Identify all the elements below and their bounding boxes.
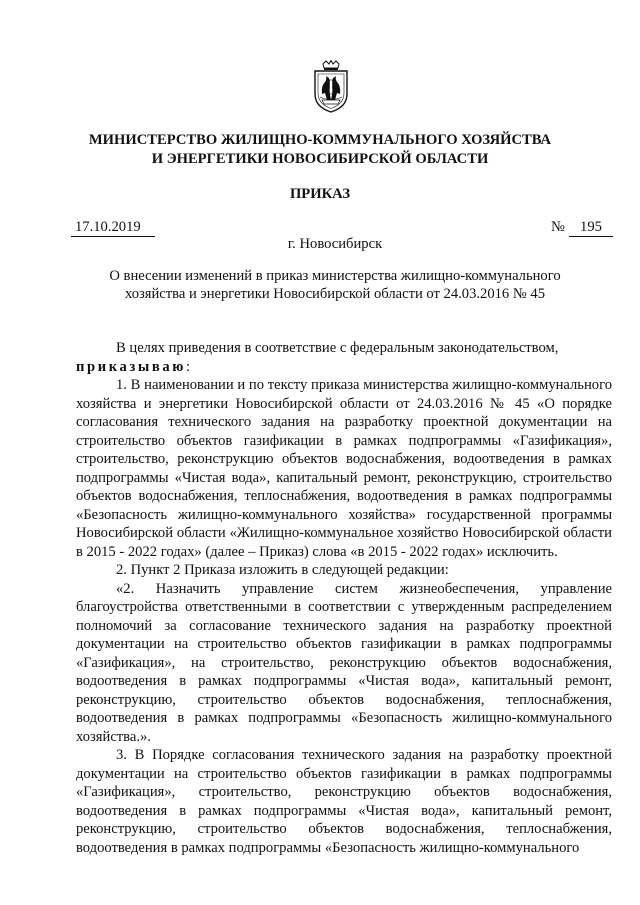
coat-of-arms-icon <box>310 60 352 114</box>
subject-line-1: О внесении изменений в приказ министерства жилищно-коммунального <box>109 268 561 284</box>
ministry-name <box>0 131 640 169</box>
order-title: ПРИКАЗ <box>289 186 351 202</box>
intro-text: В целях приведения в соответствие с федеральным законодательством, <box>116 340 559 356</box>
order-word-paragraph <box>76 358 612 377</box>
ministry-line-1: МИНИСТЕРСТВО ЖИЛИЩНО-КОММУНАЛЬНОГО ХОЗЯЙСТВА <box>88 132 552 148</box>
coat-of-arms-emblem <box>310 60 352 114</box>
order-subject <box>80 267 590 303</box>
paragraph-1: 1. В наименовании и по тексту приказа министерства жилищно-коммунального хозяйства и энергетики Новосибирской области от 24.03.2016 № 45 «О порядке согласования технического задания на разработку проектной документации на строительство объектов газификации в рамках подпрограммы «Газификация», строительство, реконструкцию объектов водоснабжения, водоотведения в рамках подпрограммы «Чистая вода», капитальный ремонт, реконструкцию, строительство объектов водоснабжения, теплоснабжения, водоотведения в рамках подпрограммы «Безопасность жилищно-коммунального хозяйства» государственной программы Новосибирской области «Жилищно-коммунальное хозяйство Новосибирской области в 2015 - 2022 годах» (далее – Приказ) слова «в 2015 - 2022 годах» исключить. <box>76 377 612 560</box>
order-number-label: № <box>551 219 565 235</box>
ministry-line-2: И ЭНЕРГЕТИКИ НОВОСИБИРСКОЙ ОБЛАСТИ <box>151 151 489 167</box>
intro-paragraph <box>76 339 612 358</box>
paragraph-2: 2. Пункт 2 Приказа изложить в следующей редакции: <box>116 562 449 578</box>
order-city: г. Новосибирск <box>287 236 383 252</box>
order-date: 17.10.2019 <box>71 219 155 237</box>
order-body <box>76 339 612 857</box>
order-number: 195 <box>569 219 613 237</box>
order-colon: : <box>186 358 191 375</box>
order-word: приказываю <box>76 358 187 375</box>
paragraph-4: 3. В Порядке согласования технического задания на разработку проектной документации на строительство объектов газификации в рамках подпрограммы «Газификация», строительство, реконструкцию объектов водоснабжения, водоотведения в рамках подпрограммы «Чистая вода», капитальный ремонт, реконструкцию, строительство объектов водоснабжения, теплоснабжения, водоотведения в рамках подпрограммы «Безопасность жилищно-коммунального <box>76 747 612 856</box>
paragraph-3: «2. Назначить управление систем жизнеобеспечения, управление благоустройства ответственными в соответствии с утвержденным распределением полномочий за согласование технического задания на разработку проектной документации на строительство объектов газификации в рамках подпрограммы «Газификация», на строительство, реконструкцию объектов водоснабжения, водоотведения в рамках подпрограммы «Чистая вода», капитальный ремонт, реконструкцию, строительство объектов водоснабжения, теплоснабжения, водоотведения в рамках подпрограммы «Безопасность жилищно-коммунального хозяйства.». <box>76 580 612 745</box>
subject-line-2: хозяйства и энергетики Новосибирской области от 24.03.2016 № 45 <box>124 286 546 302</box>
